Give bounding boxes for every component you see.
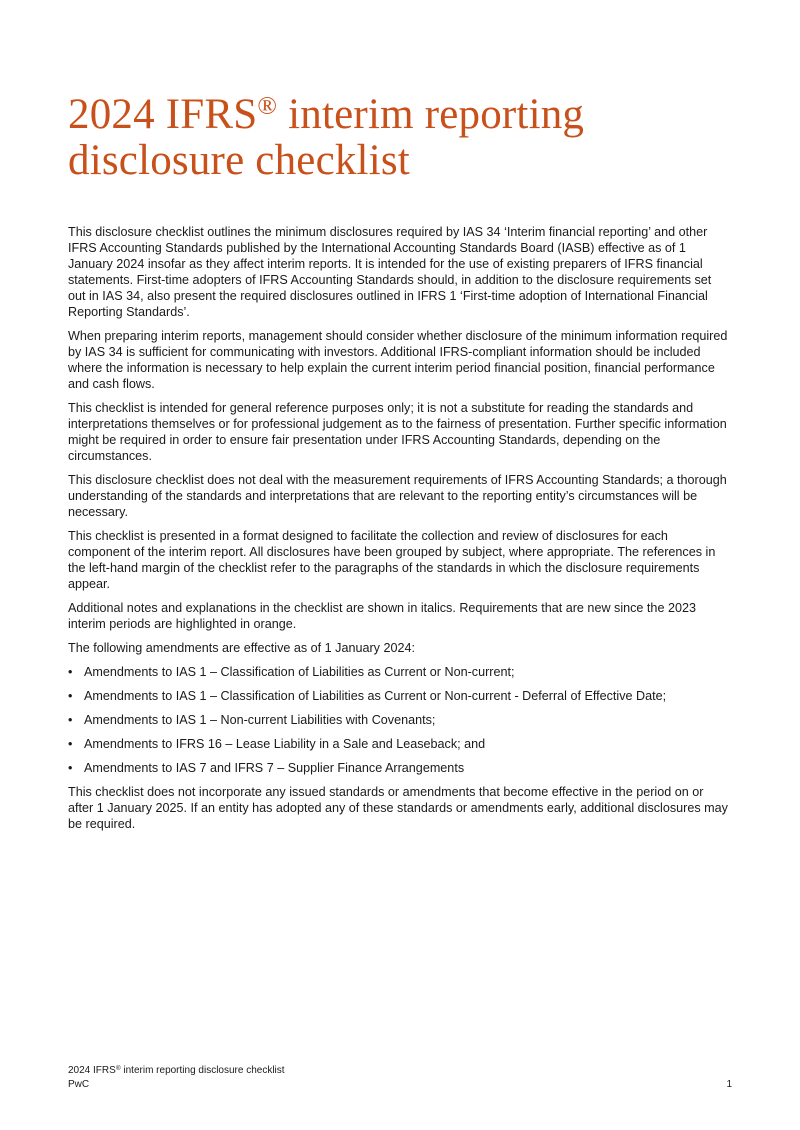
amendment-text: Amendments to IAS 7 and IFRS 7 – Supplier Finance Arrangements bbox=[84, 761, 465, 775]
footer-row bbox=[68, 1078, 732, 1092]
list-item bbox=[68, 760, 732, 776]
amendment-text: Amendments to IAS 1 – Classification of Liabilities as Current or Non-current - Deferral of Effective Date; bbox=[84, 689, 667, 703]
intro-paragraph: This disclosure checklist outlines the minimum disclosures required by IAS 34 ‘Interim financial reporting’ and other IFRS Accounting Standards published by the International Accounting Standards Board (IASB) effective as of 1 January 2024 insofar as they affect interim reports. It is intended for the use of existing preparers of IFRS financial statements. First-time adopters of IFRS Accounting Standards should, in addition to the disclosure requirements set out in IAS 34, also present the required disclosures outlined in IFRS 1 ‘First-time adoption of International Financial Reporting Standards’. bbox=[68, 225, 712, 319]
amendments-list bbox=[68, 664, 732, 776]
management-paragraph: When preparing interim reports, management should consider whether disclosure of the minimum information required by IAS 34 is sufficient for communicating with investors. Additional IFRS-compliant information should be included where the information is necessary to help explain the current interim period financial position, financial performance and cash flows. bbox=[68, 329, 728, 391]
format-paragraph: This checklist is presented in a format designed to facilitate the collection and review of disclosures for each component of the interim report. All disclosures have been grouped by subject, where appropriate. The references in the left-hand margin of the checklist refer to the paragraphs of the standards in which the disclosure requirements appear. bbox=[68, 529, 716, 591]
title-rest: interim reporting disclosure checklist bbox=[68, 91, 585, 184]
amendment-text: Amendments to IFRS 16 – Lease Liability in a Sale and Leaseback; and bbox=[84, 737, 486, 751]
amendment-text: Amendments to IAS 1 – Non-current Liabilities with Covenants; bbox=[84, 713, 436, 727]
list-item bbox=[68, 712, 732, 728]
notes-paragraph: Additional notes and explanations in the checklist are shown in italics. Requirements that are new since the 2023 interim periods are highlighted in orange. bbox=[68, 601, 696, 631]
amendment-text: Amendments to IAS 1 – Classification of Liabilities as Current or Non-current; bbox=[84, 665, 515, 679]
title-main: 2024 IFRS bbox=[68, 91, 258, 138]
footer-title-main: 2024 IFRS bbox=[68, 1065, 116, 1076]
footer-title-rest: interim reporting disclosure checklist bbox=[120, 1065, 285, 1076]
document-page bbox=[68, 92, 732, 840]
bullet-icon: • bbox=[68, 665, 73, 679]
page-number: 1 bbox=[726, 1079, 732, 1090]
page-footer bbox=[68, 1064, 732, 1092]
list-item bbox=[68, 688, 732, 704]
list-item bbox=[68, 736, 732, 752]
amendments-intro: The following amendments are effective as of 1 January 2024: bbox=[68, 641, 415, 655]
reference-purpose-paragraph: This checklist is intended for general reference purposes only; it is not a substitute for reading the standards and interpretations themselves or for professional judgement as to the fairness of presentation. Further specific information might be required in order to ensure fair presentation under IFRS Accounting Standards, depending on the circumstances. bbox=[68, 401, 727, 463]
document-title bbox=[68, 92, 732, 184]
closing-paragraph: This checklist does not incorporate any issued standards or amendments that become effective in the period on or after 1 January 2025. If an entity has adopted any of these standards or amendments early, additional disclosures may be required. bbox=[68, 785, 728, 831]
bullet-icon: • bbox=[68, 689, 73, 703]
registered-mark: ® bbox=[257, 90, 278, 120]
bullet-icon: • bbox=[68, 713, 73, 727]
footer-company: PwC bbox=[68, 1079, 90, 1090]
footer-title bbox=[68, 1064, 732, 1078]
bullet-icon: • bbox=[68, 761, 73, 775]
bullet-icon: • bbox=[68, 737, 73, 751]
list-item bbox=[68, 664, 732, 680]
measurement-paragraph: This disclosure checklist does not deal with the measurement requirements of IFRS Accounting Standards; a thorough understanding of the standards and interpretations that are relevant to the reporting entity’s circumstances will be necessary. bbox=[68, 473, 727, 519]
footer-registered-mark: ® bbox=[115, 1064, 121, 1072]
